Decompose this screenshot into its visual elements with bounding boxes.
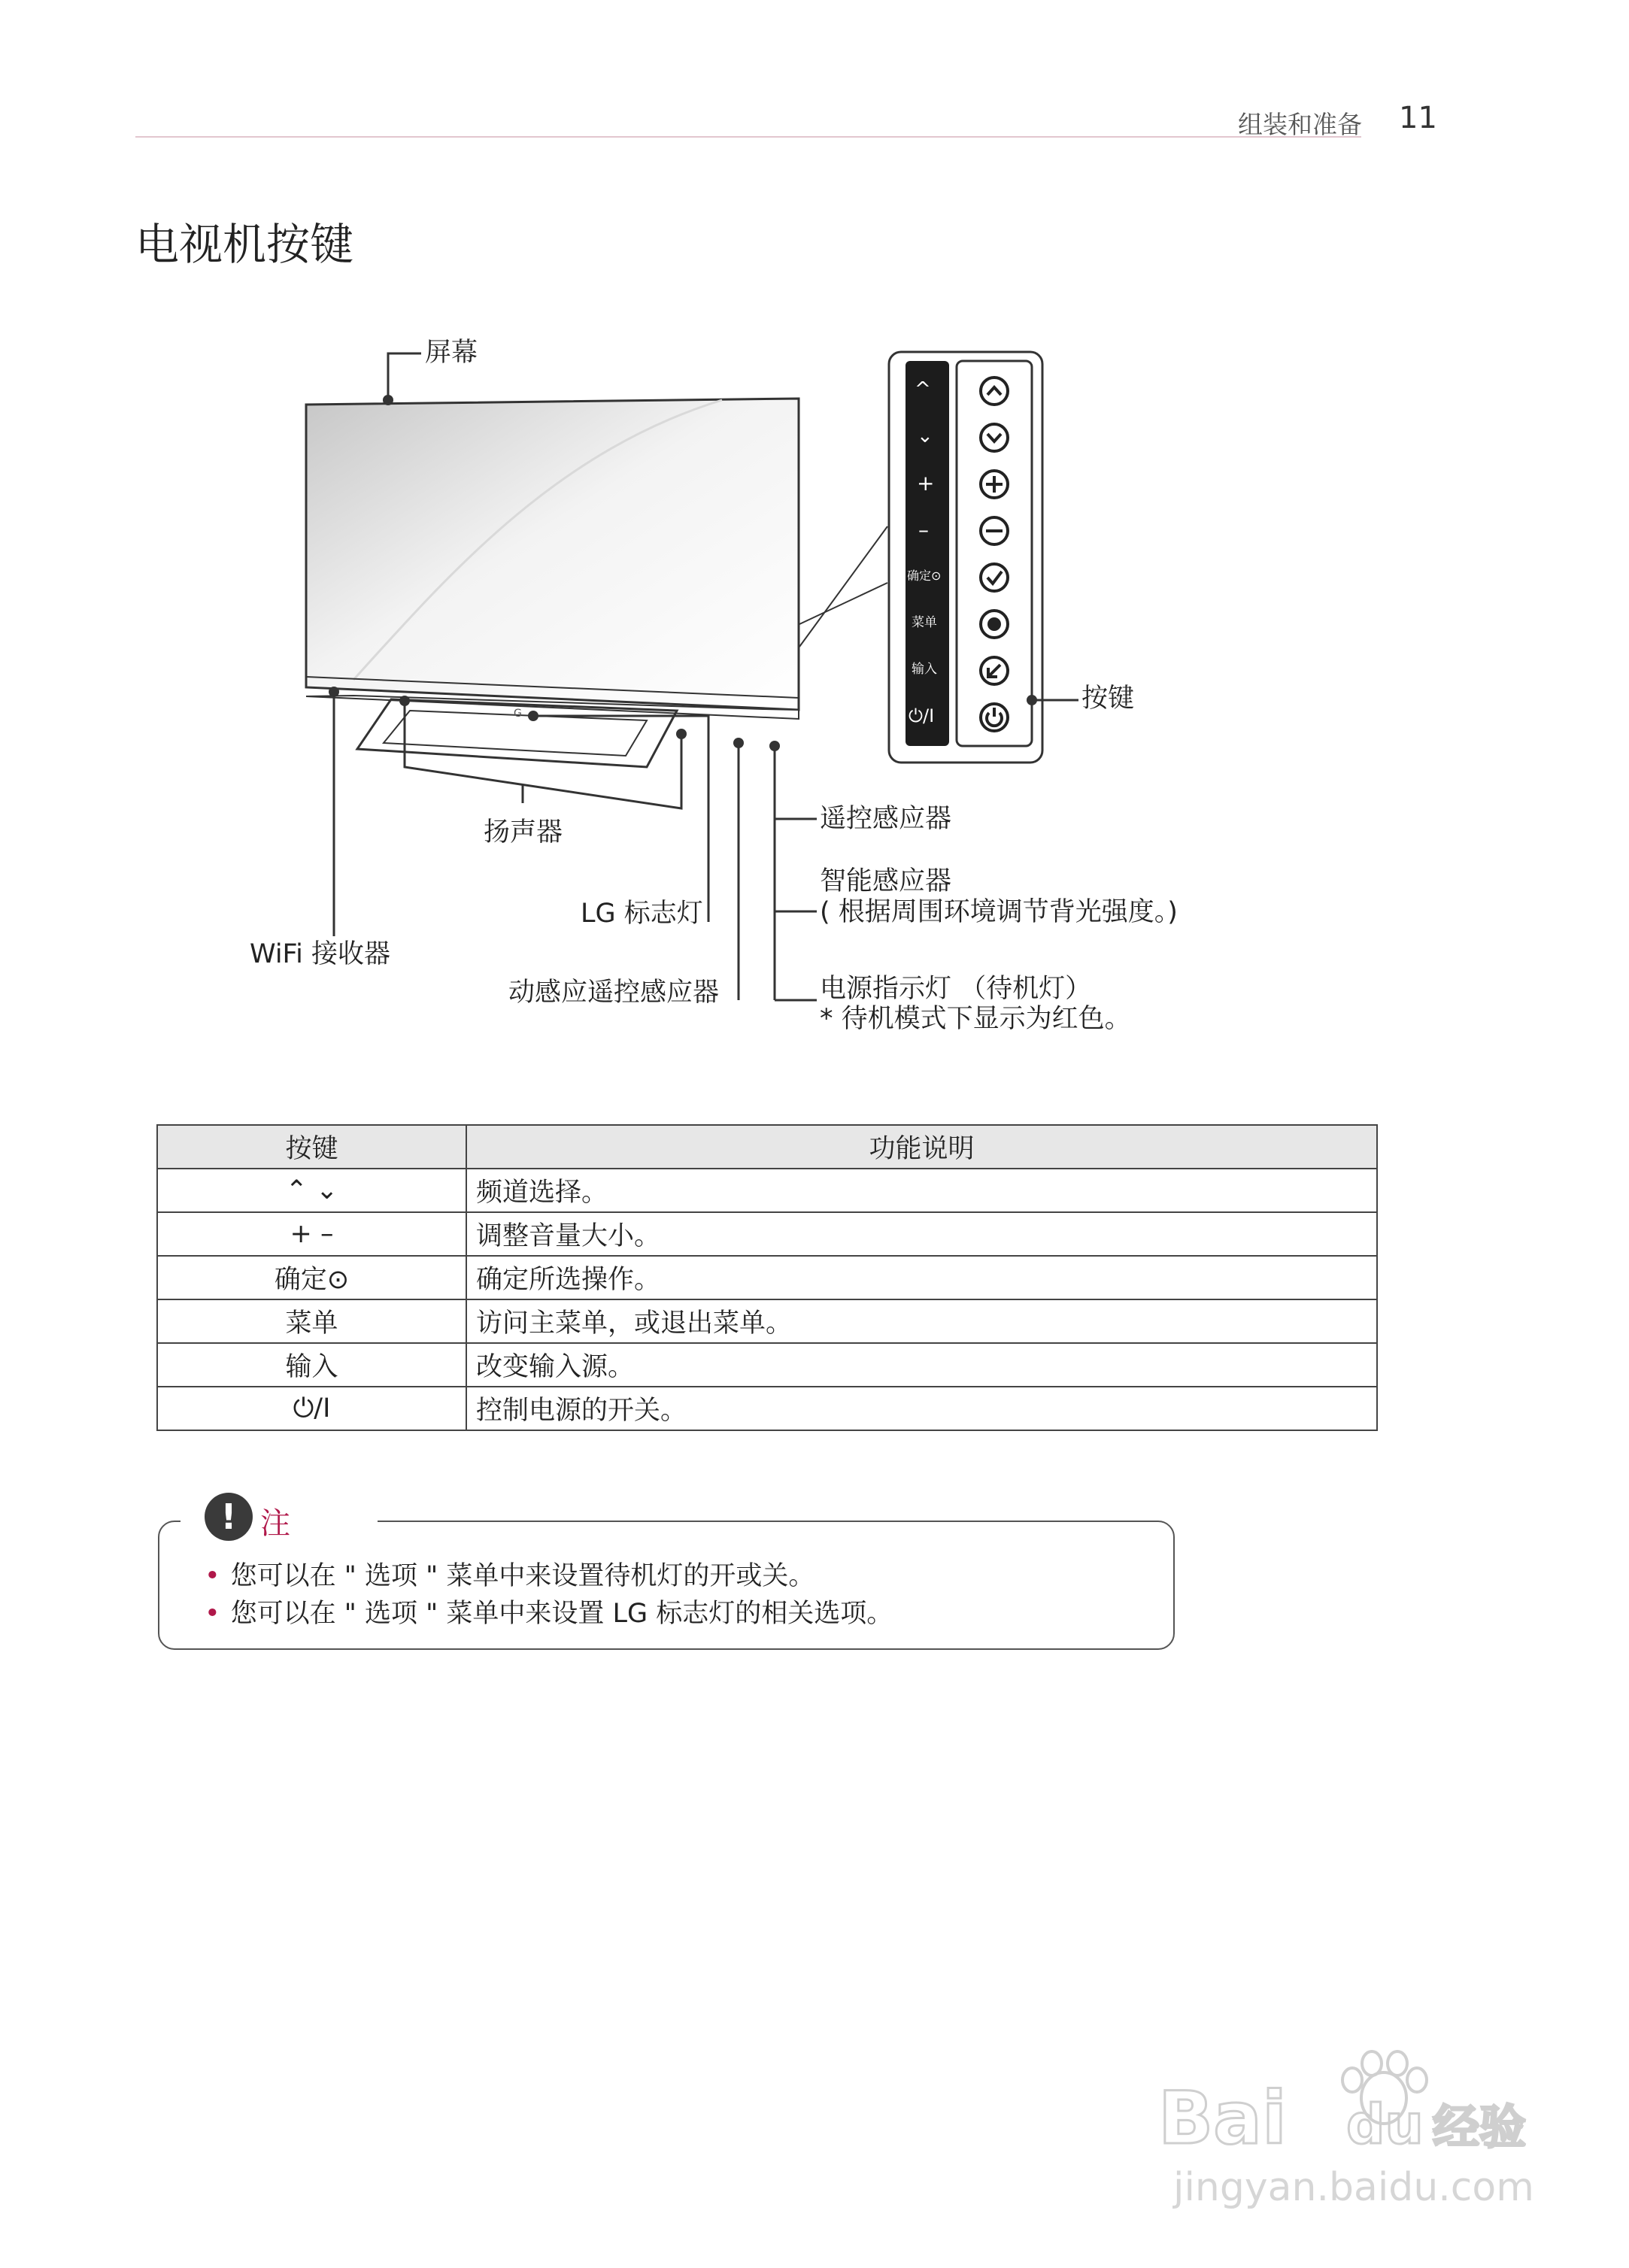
label-remote-sensor: 遥控感应器 (820, 804, 952, 834)
panel-label-plus: + (917, 471, 935, 496)
svg-text:Bai: Bai (1158, 2076, 1287, 2160)
panel-label-power: ⏻/I (909, 705, 935, 726)
table-header-desc: 功能说明 (466, 1125, 1377, 1169)
watermark-logo (1158, 2030, 1549, 2226)
label-screen: 屏幕 (425, 338, 478, 368)
label-motion-remote-sensor: 动感应遥控感应器 (508, 978, 720, 1008)
table-cell-desc: 调整音量大小。 (466, 1212, 1377, 1256)
table-header-row (157, 1125, 1377, 1169)
running-header-section: 组装和准备 (1238, 110, 1362, 139)
button-function-table (156, 1124, 1378, 1431)
label-intelligent-sensor-note: ( 根据周围环境调节背光强度。) (820, 897, 1178, 927)
baidu-jingyan-watermark (1158, 2030, 1549, 2226)
table-cell-key: 菜单 (157, 1299, 466, 1343)
label-lg-logo-light: LG 标志灯 (581, 899, 703, 929)
table-cell-key: + – (157, 1212, 466, 1256)
table-cell-key: 确定⊙ (157, 1256, 466, 1299)
panel-label-minus: – (918, 517, 929, 542)
table-row (157, 1299, 1377, 1343)
bullet-icon: • (205, 1561, 220, 1591)
table-cell-desc: 控制电源的开关。 (466, 1387, 1377, 1430)
table-row (157, 1387, 1377, 1430)
table-row (157, 1343, 1377, 1387)
panel-label-up: ^ (915, 378, 931, 401)
label-buttons: 按键 (1081, 684, 1135, 714)
table-cell-key: ⌃ ⌄ (157, 1169, 466, 1212)
panel-label-menu: 菜单 (912, 615, 937, 630)
note-title: 注 (260, 1506, 290, 1541)
table-row (157, 1212, 1377, 1256)
tv-body (306, 399, 799, 767)
svg-text:经验: 经验 (1433, 2100, 1527, 2154)
exclamation-icon: ! (205, 1493, 253, 1541)
tv-controls-diagram (0, 0, 1629, 1068)
page-title: 电视机按键 (135, 219, 354, 270)
label-speaker: 扬声器 (484, 817, 563, 847)
bullet-icon: • (205, 1599, 220, 1629)
tv-illustration (0, 0, 1629, 1068)
tv-logo: G (514, 708, 522, 720)
table-cell-desc: 确定所选操作。 (466, 1256, 1377, 1299)
note-item (205, 1555, 814, 1593)
label-power-indicator-note: * 待机模式下显示为红色。 (820, 1004, 1131, 1034)
svg-text:jingyan.baidu.com: jingyan.baidu.com (1173, 2165, 1534, 2210)
table-cell-desc: 改变输入源。 (466, 1343, 1377, 1387)
table-cell-key: ⏻/I (157, 1387, 466, 1430)
panel-label-input: 输入 (912, 662, 937, 677)
note-item-text: 您可以在 " 选项 " 菜单中来设置待机灯的开或关。 (230, 1561, 815, 1591)
label-power-indicator: 电源指示灯 （待机灯） (820, 974, 1092, 1004)
svg-text:du: du (1346, 2093, 1424, 2156)
table-cell-desc: 频道选择。 (466, 1169, 1377, 1212)
panel-label-ok: 确定⊙ (907, 569, 942, 583)
table-row (157, 1256, 1377, 1299)
table-cell-key: 输入 (157, 1343, 466, 1387)
table-header-key: 按键 (157, 1125, 466, 1169)
button-panel (889, 352, 1042, 763)
note-item-text: 您可以在 " 选项 " 菜单中来设置 LG 标志灯的相关选项。 (230, 1599, 893, 1629)
table-row (157, 1169, 1377, 1212)
label-intelligent-sensor: 智能感应器 (820, 866, 952, 896)
label-wifi-receiver: WiFi 接收器 (250, 939, 390, 969)
panel-label-down: ⌄ (917, 425, 933, 447)
page-number: 11 (1399, 101, 1437, 135)
table-cell-desc: 访问主菜单，或退出菜单。 (466, 1299, 1377, 1343)
note-item (205, 1593, 893, 1630)
